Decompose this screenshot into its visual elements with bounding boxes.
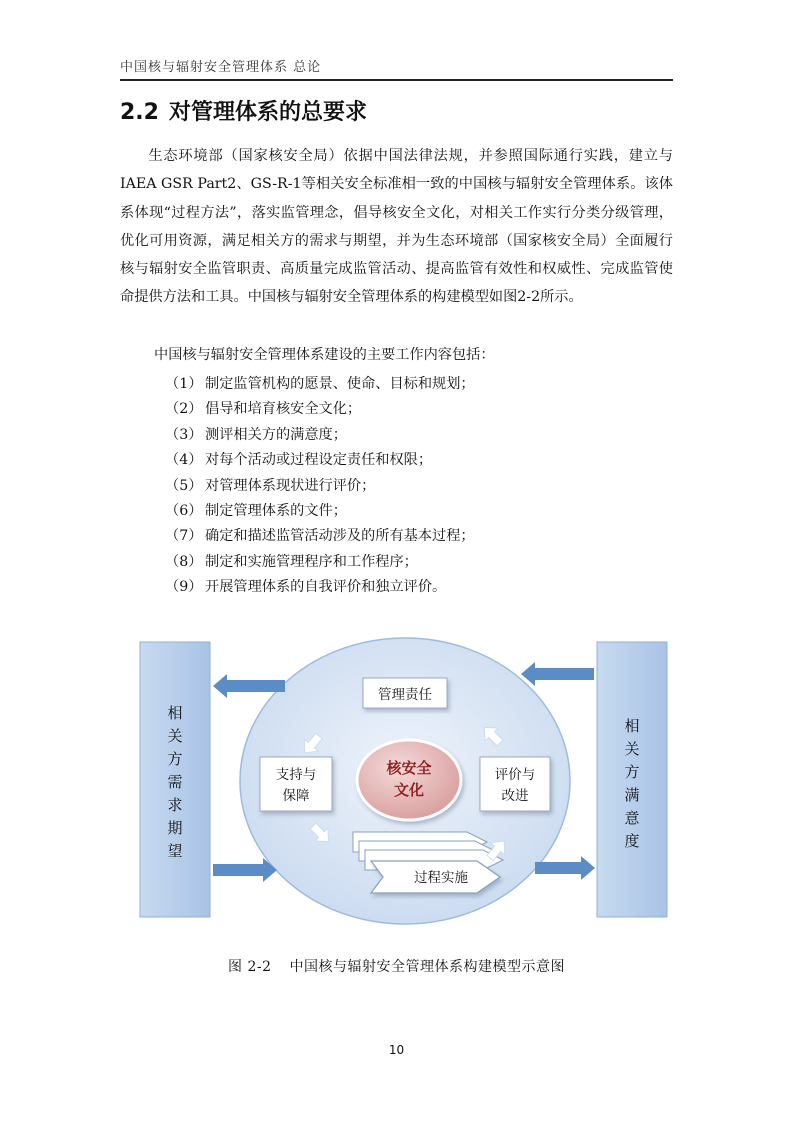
list-item-text: 制定监管机构的愿景、使命、目标和规划； [205, 376, 475, 392]
support-label-line1: 支持与 [275, 767, 317, 783]
arrow-right-bottom-icon [535, 856, 595, 880]
page-number: 10 [388, 1043, 405, 1057]
work-content-list [165, 372, 475, 601]
center-label-line1: 核安全 [386, 759, 432, 777]
list-item [165, 550, 475, 575]
list-item-text: 开展管理体系的自我评价和独立评价。 [205, 579, 447, 596]
list-item-number: （5） [165, 477, 203, 494]
list-item-number: （2） [165, 401, 203, 418]
list-item-number: （4） [165, 452, 203, 469]
list-item-text: 制定管理体系的文件； [205, 502, 347, 519]
process-implementation-label: 过程实施 [414, 870, 468, 886]
left-box-char: 望 [167, 842, 183, 860]
list-item [165, 423, 475, 448]
right-box-char: 意 [624, 809, 640, 827]
page-header: 中国核与辐射安全管理体系 总论 [120, 60, 322, 75]
list-item-text: 确定和描述监管活动涉及的所有基本过程； [205, 528, 475, 545]
list-item [165, 575, 475, 600]
left-box-char: 期 [167, 819, 183, 837]
list-item [165, 474, 475, 499]
header-rule [120, 79, 673, 81]
section-heading [120, 95, 367, 126]
list-item [165, 524, 475, 549]
list-item [165, 397, 475, 422]
list-item-number: （9） [165, 579, 203, 596]
section-number: 2.2 [120, 100, 159, 125]
right-box-char: 方 [624, 763, 640, 781]
center-label-line2: 文化 [393, 781, 425, 799]
right-box-char: 满 [624, 786, 640, 804]
list-item-text: 对管理体系现状进行评价； [205, 477, 376, 494]
list-item-number: （8） [165, 553, 203, 570]
evaluation-label-line2: 改进 [501, 788, 529, 804]
right-box-char: 度 [624, 832, 640, 850]
list-item [165, 499, 475, 524]
list-item-text: 测评相关方的满意度； [205, 426, 347, 443]
body-paragraph: 生态环境部（国家核安全局）依据中国法律法规，并参照国际通行实践，建立与IAEA GSR Part2、GS-R-1等相关安全标准相一致的中国核与辐射安全管理体系。该体系体现“过程方法”，落实监管理念，倡导核安全文化，对相关工作实行分类分级管理，优化可用资源，满足相关方的需求与期望，并为生态环境部（国家核安全局）全面履行核与辐射安全监管职责、高质量完成监管活动、提高监管有效性和权威性、完成监管使命提供方法和工具。中国核与辐射安全管理体系的构建模型如图2-2所示。 [120, 148, 673, 306]
list-item-number: （6） [165, 502, 203, 519]
left-box-char: 关 [167, 727, 183, 745]
list-item-text: 对每个活动或过程设定责任和权限； [205, 452, 433, 469]
list-item-number: （3） [165, 426, 203, 443]
section-title: 对管理体系的总要求 [168, 100, 367, 125]
support-label-line2: 保障 [282, 788, 310, 804]
figure-number: 图 2-2 [228, 959, 272, 975]
right-box-char: 相 [624, 717, 640, 735]
list-item-text: 制定和实施管理程序和工作程序； [205, 553, 418, 570]
list-item [165, 448, 475, 473]
list-item [165, 372, 475, 397]
left-box-char: 方 [167, 750, 183, 768]
list-item-number: （7） [165, 528, 203, 545]
management-system-model-diagram [135, 636, 675, 926]
safety-culture-core [357, 740, 461, 820]
figure-caption [0, 956, 793, 976]
right-box-char: 关 [624, 740, 640, 758]
left-box-char: 需 [167, 773, 183, 791]
management-responsibility-label: 管理责任 [378, 687, 432, 703]
left-box-char: 求 [167, 796, 183, 814]
evaluation-label-line1: 评价与 [494, 767, 536, 783]
arrow-right-top-icon [521, 662, 594, 686]
list-intro: 中国核与辐射安全管理体系建设的主要工作内容包括： [154, 347, 495, 363]
arrow-left-bottom-icon [213, 858, 277, 882]
figure-caption-text: 中国核与辐射安全管理体系构建模型示意图 [289, 959, 565, 975]
list-item-text: 倡导和培育核安全文化； [205, 401, 362, 418]
left-box-char: 相 [167, 704, 183, 722]
list-item-number: （1） [165, 376, 203, 392]
